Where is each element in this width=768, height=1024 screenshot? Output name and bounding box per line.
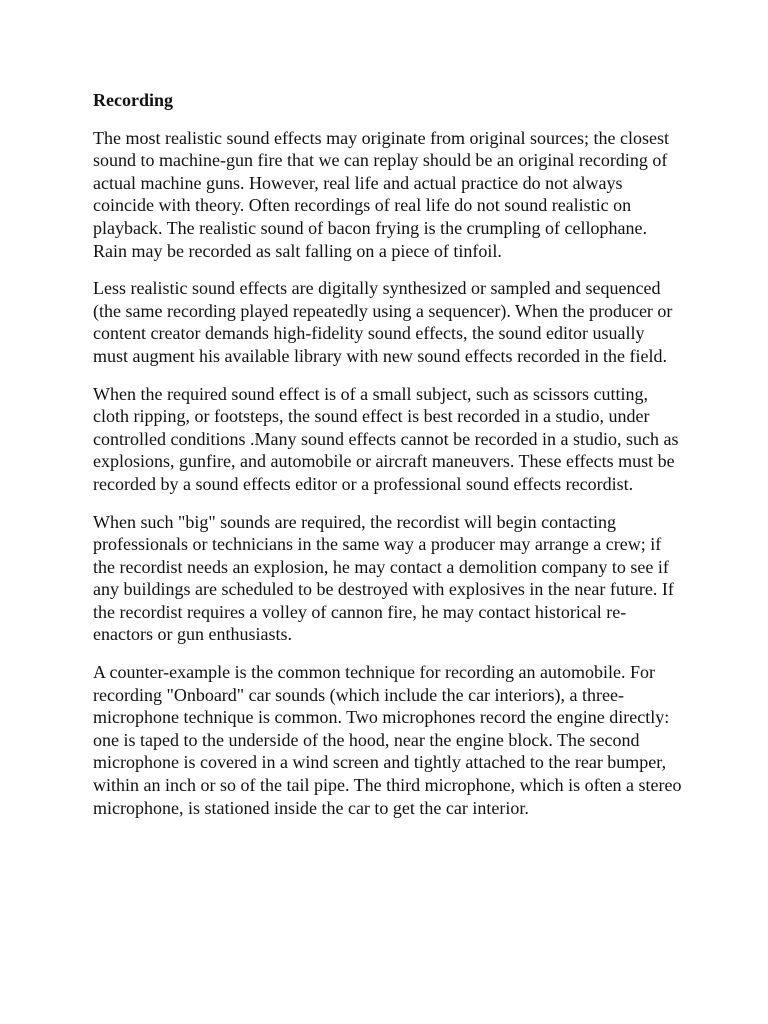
section-heading: Recording: [93, 90, 173, 110]
document-body: [93, 89, 683, 834]
paragraph-2: Less realistic sound effects are digitally synthesized or sampled and sequenced (the same recording played repeatedly using a sequencer). When the producer or content creator demands high-fidelity sound effects, the sound editor usually must augment his available library with new sound effects recorded in the field.: [93, 278, 673, 366]
paragraph-5: A counter-example is the common technique for recording an automobile. For recording "Onboard" car sounds (which include the car interiors), a three-microphone technique is common. Two microphones record the engine directly: one is taped to the underside of the hood, near the engine block. The second microphone is covered in a wind screen and tightly attached to the rear bumper, within an inch or so of the tail pipe. The third microphone, which is often a stereo microphone, is stationed inside the car to get the car interior.: [93, 662, 682, 818]
paragraph-3: When the required sound effect is of a small subject, such as scissors cutting, cloth ripping, or footsteps, the sound effect is best recorded in a studio, under controlled conditions .Many sound effects cannot be recorded in a studio, such as explosions, gunfire, and automobile or aircraft maneuvers. These effects must be recorded by a sound effects editor or a professional sound effects recordist.: [93, 383, 679, 494]
paragraph-1: The most realistic sound effects may originate from original sources; the closest sound to machine-gun fire that we can replay should be an original recording of actual machine guns. However, real life and actual practice do not always coincide with theory. Often recordings of real life do not sound realistic on playback. The realistic sound of bacon frying is the crumpling of cellophane. Rain may be recorded as salt falling on a piece of tinfoil.: [93, 127, 670, 261]
paragraph-4: When such "big" sounds are required, the recordist will begin contacting professionals or technicians in the same way a producer may arrange a crew; if the recordist needs an explosion, he may contact a demolition company to see if any buildings are scheduled to be destroyed with explosives in the near future. If the recordist requires a volley of cannon fire, he may contact historical re-enactors or gun enthusiasts.: [93, 511, 674, 645]
